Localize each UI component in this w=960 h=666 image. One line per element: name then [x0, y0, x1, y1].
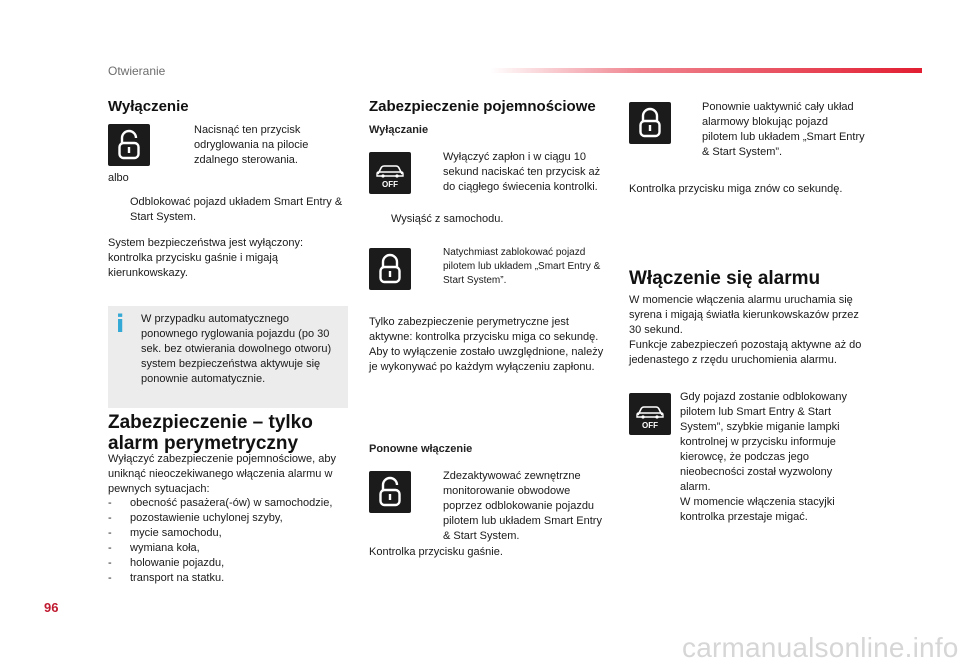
indicator-off-text: Kontrolka przycisku gaśnie. [369, 546, 503, 558]
perimeter-list [108, 496, 348, 586]
off-label: OFF [382, 180, 398, 189]
list-item: - mycie samochodu, [108, 527, 222, 539]
list-item: - holowanie pojazdu, [108, 557, 225, 569]
heading-capacitive-protection: Zabezpieczenie pojemnościowe [369, 98, 596, 115]
heading-perimeter-line2: alarm perymetryczny [108, 433, 299, 454]
step-deactivate-perimeter: Zdezaktywować zewnętrzne monitorowanie obwodowe poprzez odblokowanie pojazdu pilotem lub układem Smart Entry & Start System. [443, 470, 602, 542]
watermark: carmanualsonline.info [682, 632, 959, 663]
off-label: OFF [642, 421, 658, 430]
indicator-blink-text: Kontrolka przycisku miga znów co sekundę. [629, 183, 843, 195]
list-item: - transport na statku. [108, 572, 225, 584]
alarm-trigger-para2: Funkcje zabezpieczeń pozostają aktywne aż do jedenastego z rzędu uruchomienia alarmu. [629, 339, 862, 366]
unlock-padlock-icon [369, 471, 411, 513]
step-exit-car: Wysiąść z samochodu. [391, 213, 504, 225]
unlock-padlock-icon [108, 124, 150, 166]
heading-perimeter-line1: Zabezpieczenie – tylko [108, 412, 313, 433]
car-alarm-off-icon [629, 393, 671, 435]
perimeter-intro: Wyłączyć zabezpieczenie pojemnościowe, aby uniknąć nieoczekiwanego włączenia alarmu w pewnych sytuacjach: [108, 453, 336, 495]
subheading-wylaczanie: Wyłączanie [369, 124, 429, 136]
section-title: Otwieranie [108, 64, 166, 78]
lock-padlock-icon [369, 248, 411, 290]
header-accent-bar [490, 68, 922, 73]
unlock-notice-para: Gdy pojazd zostanie odblokowany pilotem lub Smart Entry & Start System”, szybkie miganie lampki kontrolnej w przycisku informuje kierowcę, że podczas jego nieobecności został wyzwolony alarm. [680, 391, 847, 493]
heading-wylaczenie: Wyłączenie [108, 98, 189, 115]
step-ignition-off-press: Wyłączyć zapłon i w ciągu 10 sekund naciskać ten przycisk aż do ciągłego świecenia kontrolki. [443, 151, 601, 193]
list-item: - pozostawienie uchylonej szyby, [108, 512, 283, 524]
step-smart-entry-unlock: Odblokować pojazd układem Smart Entry & Start System. [130, 196, 343, 223]
unlock-notice-text [680, 390, 865, 525]
ignition-notice-para: W momencie włączenia stacyjki kontrolka przestaje migać. [680, 496, 835, 523]
page-number: 96 [44, 600, 59, 615]
car-alarm-off-icon [369, 152, 411, 194]
alarm-trigger-text [629, 293, 874, 368]
step-press-unlock: Nacisnąć ten przycisk odryglowania na pilocie zdalnego sterowania. [194, 124, 309, 166]
info-icon: i [116, 310, 125, 338]
step-reactivate-alarm: Ponownie uaktywnić cały układ alarmowy blokując pojazd pilotem lub układem „Smart Entry & Start System”. [702, 101, 865, 158]
subheading-reactivation: Ponowne włączenie [369, 443, 473, 455]
status-text: System bezpieczeństwa jest wyłączony: kontrolka przycisku gaśnie i migają kierunkowskazy. [108, 237, 304, 279]
perimeter-only-text: Tylko zabezpieczenie perymetryczne jest aktywne: kontrolka przycisku miga co sekundę. Aby to wyłączenie zostało uwzględnione, należy je wykonywać po każdym wyłączeniu zapłonu. [369, 316, 604, 373]
list-item: - obecność pasażera(-ów) w samochodzie, [108, 497, 333, 509]
heading-perimeter-alarm [108, 412, 358, 454]
lock-padlock-icon [629, 102, 671, 144]
text-albo: albo [108, 172, 129, 184]
list-item: - wymiana koła, [108, 542, 200, 554]
alarm-trigger-para1: W momencie włączenia alarmu uruchamia się syrena i migają światła kierunkowskazów przez 30 sekund. [629, 294, 859, 336]
heading-alarm-triggering: Włączenie się alarmu [629, 268, 821, 289]
step-lock-vehicle: Natychmiast zablokować pojazd pilotem lub układem „Smart Entry & Start System”. [443, 247, 601, 286]
info-note-text: W przypadku automatycznego ponownego ryglowania pojazdu (po 30 sek. bez otwierania dowolnego otworu) system bezpieczeństwa aktywuje się ponownie automatycznie. [141, 313, 332, 385]
